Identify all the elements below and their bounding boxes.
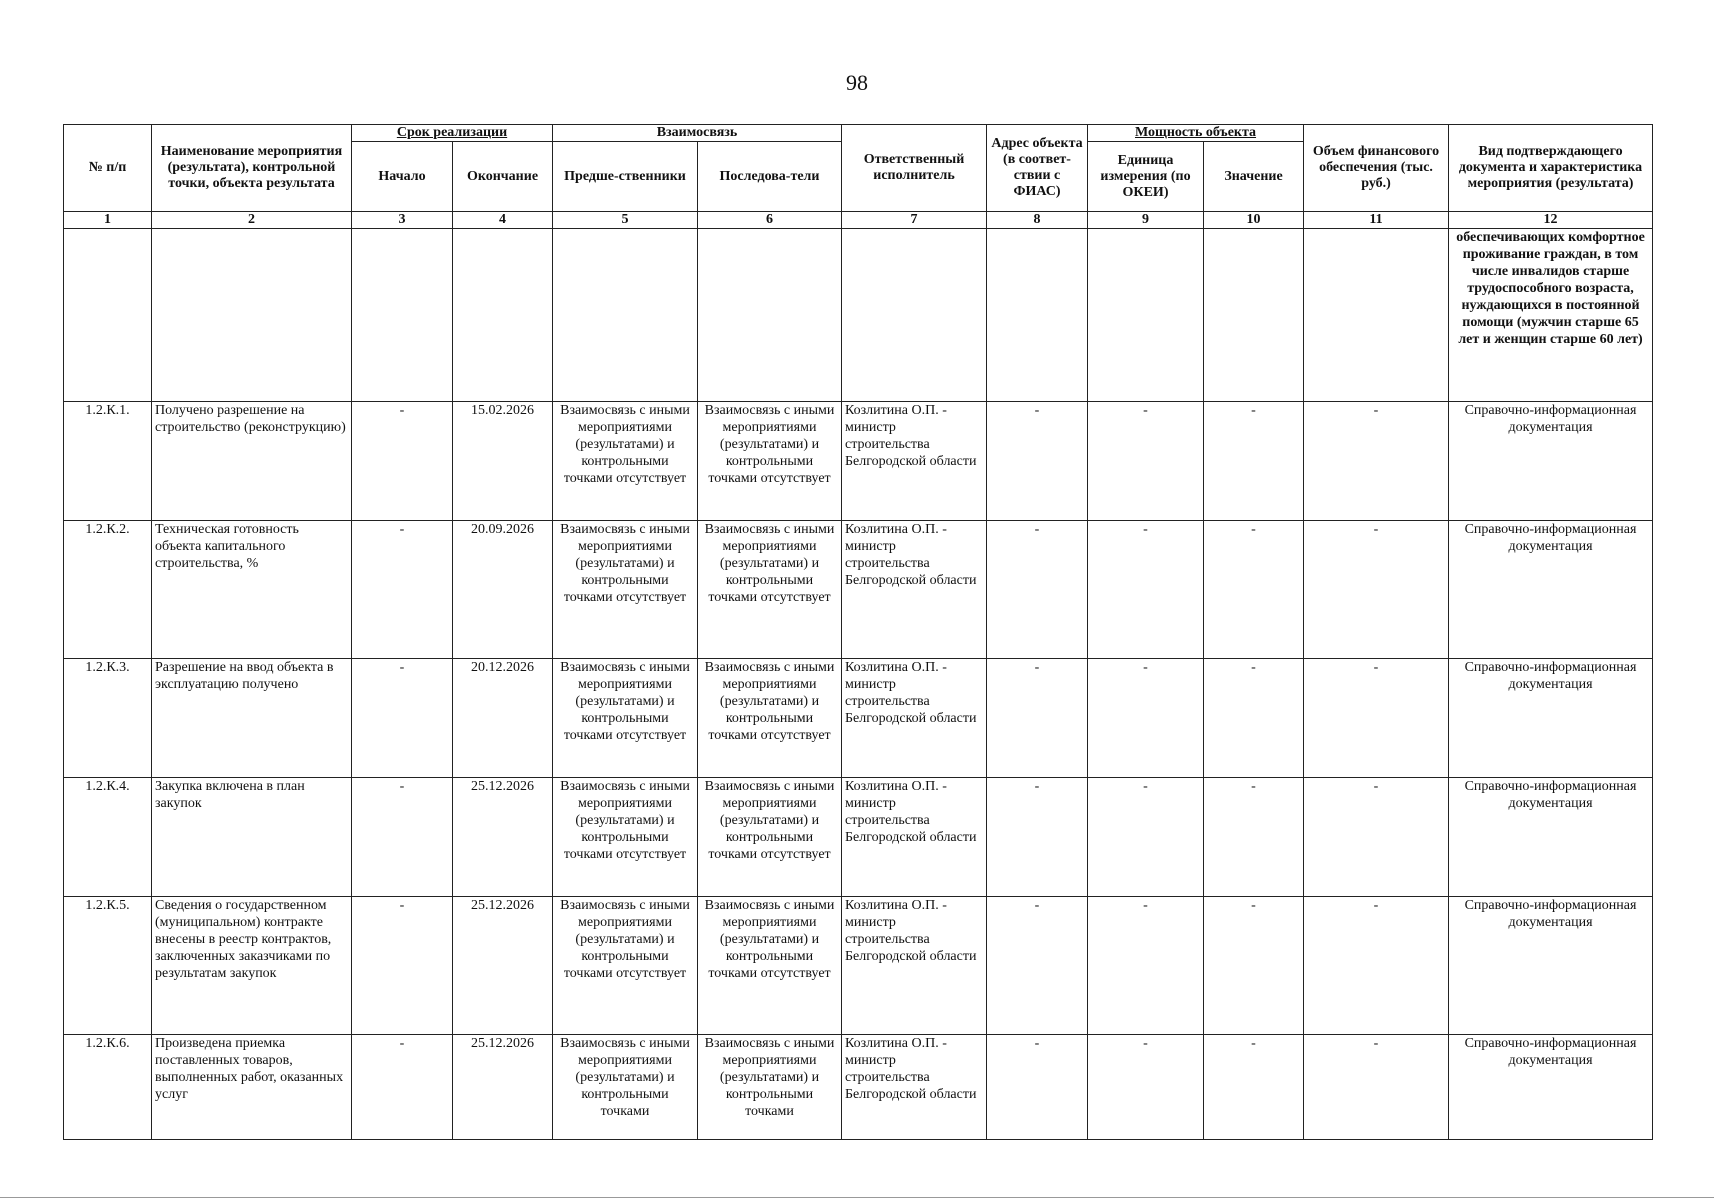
row-responsible: Козлитина О.П. - министр строительства Белгородской области (842, 778, 987, 897)
row-num: 1.2.К.3. (64, 659, 152, 778)
table-row (64, 521, 1653, 659)
row-doc: Справочно-информационная документация (1449, 1035, 1653, 1140)
table-row (64, 1035, 1653, 1140)
row-end: 25.12.2026 (453, 1035, 553, 1140)
row-address: - (987, 897, 1088, 1035)
row-value: - (1204, 659, 1304, 778)
row-start: - (352, 897, 453, 1035)
row-doc: Справочно-информационная документация (1449, 402, 1653, 521)
header-name: Наименование мероприятия (результата), контрольной точки, объекта результата (152, 125, 352, 212)
row-num: 1.2.К.1. (64, 402, 152, 521)
row-responsible: Козлитина О.П. - министр строительства Белгородской области (842, 1035, 987, 1140)
row-value: - (1204, 1035, 1304, 1140)
column-number: 10 (1204, 212, 1304, 229)
row-doc: Справочно-информационная документация (1449, 778, 1653, 897)
row-successors: Взаимосвязь с иными мероприятиями (результатами) и контрольными точками отсутствует (698, 897, 842, 1035)
column-number: 4 (453, 212, 553, 229)
row-successors: Взаимосвязь с иными мероприятиями (результатами) и контрольными точками отсутствует (698, 521, 842, 659)
row-end: 25.12.2026 (453, 778, 553, 897)
row-start: - (352, 521, 453, 659)
row-funding: - (1304, 897, 1449, 1035)
row-address: - (987, 1035, 1088, 1140)
row-unit: - (1088, 778, 1204, 897)
row-predecessors: Взаимосвязь с иными мероприятиями (результатами) и контрольными точками отсутствует (553, 778, 698, 897)
column-number: 6 (698, 212, 842, 229)
row-name: Закупка включена в план закупок (152, 778, 352, 897)
column-number: 5 (553, 212, 698, 229)
row-name: Получено разрешение на строительство (реконструкцию) (152, 402, 352, 521)
row-address: - (987, 402, 1088, 521)
page-number: 98 (846, 70, 868, 95)
continuation-row (64, 229, 1653, 402)
header-unit: Единица измерения (по ОКЕИ) (1088, 142, 1204, 212)
row-predecessors: Взаимосвязь с иными мероприятиями (результатами) и контрольными точками отсутствует (553, 521, 698, 659)
header-start: Начало (352, 142, 453, 212)
row-predecessors: Взаимосвязь с иными мероприятиями (результатами) и контрольными точками отсутствует (553, 897, 698, 1035)
header-doc-type: Вид подтверждающего документа и характеристика мероприятия (результата) (1449, 125, 1653, 212)
row-funding: - (1304, 778, 1449, 897)
table-row (64, 402, 1653, 521)
row-predecessors: Взаимосвязь с иными мероприятиями (результатами) и контрольными точками отсутствует (553, 402, 698, 521)
header-predecessors: Предше-ственники (553, 142, 698, 212)
row-responsible: Козлитина О.П. - министр строительства Белгородской области (842, 659, 987, 778)
column-number: 8 (987, 212, 1088, 229)
page-bottom-rule (0, 1197, 1714, 1198)
column-number: 9 (1088, 212, 1204, 229)
row-name: Техническая готовность объекта капитального строительства, % (152, 521, 352, 659)
row-funding: - (1304, 1035, 1449, 1140)
table-row (64, 897, 1653, 1035)
header-address: Адрес объекта (в соответ-ствии с ФИАС) (987, 125, 1088, 212)
row-value: - (1204, 521, 1304, 659)
row-successors: Взаимосвязь с иными мероприятиями (результатами) и контрольными точками (698, 1035, 842, 1140)
row-value: - (1204, 402, 1304, 521)
header-value: Значение (1204, 142, 1304, 212)
row-end: 20.09.2026 (453, 521, 553, 659)
column-number: 2 (152, 212, 352, 229)
column-number: 11 (1304, 212, 1449, 229)
row-funding: - (1304, 521, 1449, 659)
continuation-text: обеспечивающих комфортное проживание граждан, в том числе инвалидов старше трудоспособного возраста, нуждающихся в постоянной помощи (мужчин старше 65 лет и женщин старше 60 лет) (1449, 229, 1653, 402)
table-row (64, 778, 1653, 897)
row-predecessors: Взаимосвязь с иными мероприятиями (результатами) и контрольными точками отсутствует (553, 659, 698, 778)
row-responsible: Козлитина О.П. - министр строительства Белгородской области (842, 402, 987, 521)
row-name: Произведена приемка поставленных товаров, выполненных работ, оказанных услуг (152, 1035, 352, 1140)
row-funding: - (1304, 402, 1449, 521)
header-end: Окончание (453, 142, 553, 212)
row-doc: Справочно-информационная документация (1449, 521, 1653, 659)
row-end: 25.12.2026 (453, 897, 553, 1035)
row-successors: Взаимосвязь с иными мероприятиями (результатами) и контрольными точками отсутствует (698, 402, 842, 521)
row-responsible: Козлитина О.П. - министр строительства Белгородской области (842, 521, 987, 659)
row-end: 20.12.2026 (453, 659, 553, 778)
row-start: - (352, 1035, 453, 1140)
row-num: 1.2.К.4. (64, 778, 152, 897)
header-capacity-group: Мощность объекта (1088, 125, 1304, 142)
row-funding: - (1304, 659, 1449, 778)
row-unit: - (1088, 897, 1204, 1035)
row-end: 15.02.2026 (453, 402, 553, 521)
row-value: - (1204, 778, 1304, 897)
header-funding: Объем финансового обеспечения (тыс. руб.) (1304, 125, 1449, 212)
column-numbers-row (64, 212, 1653, 229)
column-number: 3 (352, 212, 453, 229)
row-address: - (987, 521, 1088, 659)
row-successors: Взаимосвязь с иными мероприятиями (результатами) и контрольными точками отсутствует (698, 659, 842, 778)
row-responsible: Козлитина О.П. - министр строительства Белгородской области (842, 897, 987, 1035)
row-start: - (352, 659, 453, 778)
row-predecessors: Взаимосвязь с иными мероприятиями (результатами) и контрольными точками (553, 1035, 698, 1140)
row-num: 1.2.К.2. (64, 521, 152, 659)
row-num: 1.2.К.6. (64, 1035, 152, 1140)
row-successors: Взаимосвязь с иными мероприятиями (результатами) и контрольными точками отсутствует (698, 778, 842, 897)
row-value: - (1204, 897, 1304, 1035)
row-start: - (352, 402, 453, 521)
row-doc: Справочно-информационная документация (1449, 659, 1653, 778)
row-unit: - (1088, 1035, 1204, 1140)
table-header (64, 125, 1653, 229)
row-start: - (352, 778, 453, 897)
column-number: 1 (64, 212, 152, 229)
row-unit: - (1088, 402, 1204, 521)
table-row (64, 659, 1653, 778)
plan-table (63, 124, 1653, 1140)
row-name: Разрешение на ввод объекта в эксплуатацию получено (152, 659, 352, 778)
header-responsible: Ответственный исполнитель (842, 125, 987, 212)
row-address: - (987, 659, 1088, 778)
row-address: - (987, 778, 1088, 897)
header-successors: Последова-тели (698, 142, 842, 212)
row-doc: Справочно-информационная документация (1449, 897, 1653, 1035)
column-number: 12 (1449, 212, 1653, 229)
row-num: 1.2.К.5. (64, 897, 152, 1035)
header-term-group: Срок реализации (352, 125, 553, 142)
row-name: Сведения о государственном (муниципальном) контракте внесены в реестр контрактов, заключенных заказчиками по результатам закупок (152, 897, 352, 1035)
row-unit: - (1088, 521, 1204, 659)
header-relation-group: Взаимосвязь (553, 125, 842, 142)
row-unit: - (1088, 659, 1204, 778)
column-number: 7 (842, 212, 987, 229)
header-num: № п/п (64, 125, 152, 212)
